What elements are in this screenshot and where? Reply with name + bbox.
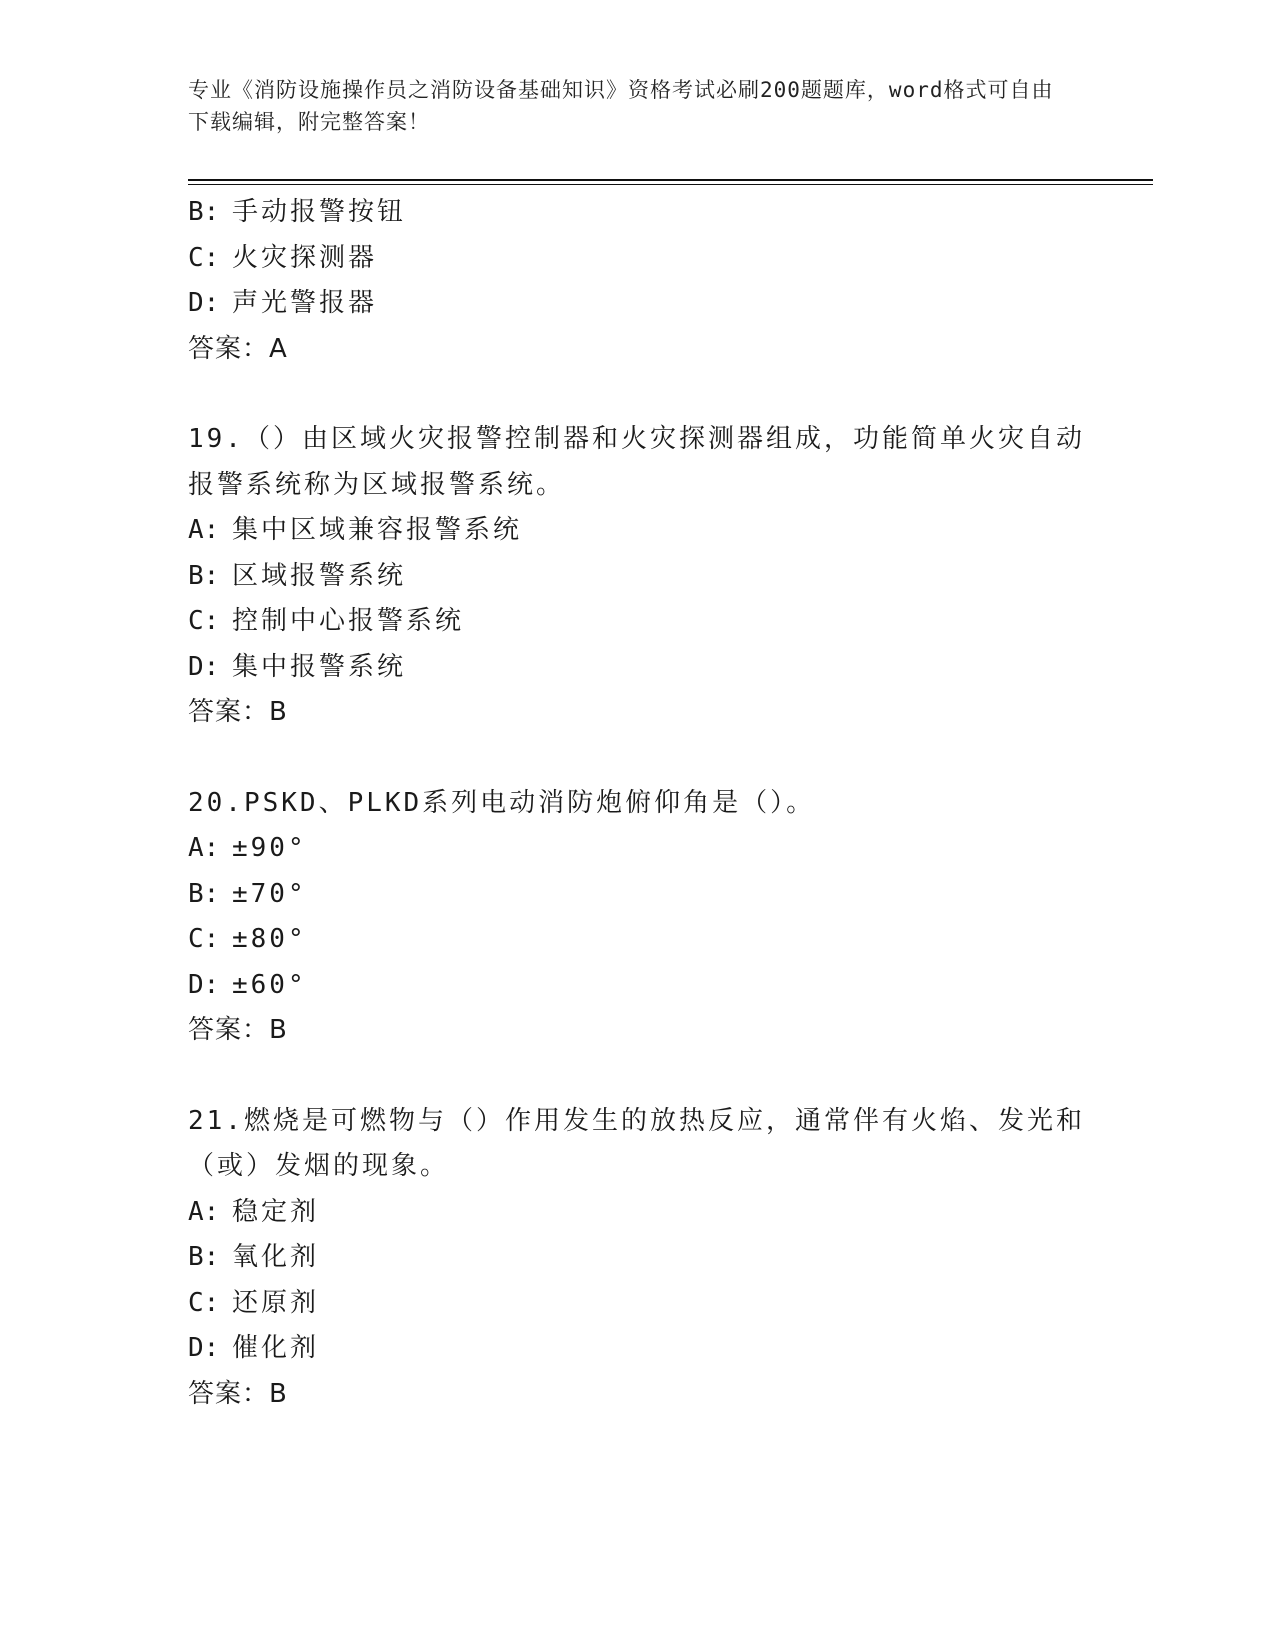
option-key: B: [188,1242,220,1272]
option-text: 集中区域兼容报警系统 [232,515,523,545]
answer-line: 答案：B [188,1378,288,1409]
question-list [188,190,1088,1417]
question-21 [188,1099,1088,1418]
option-key: D: [188,288,220,318]
option-d [188,1326,1088,1372]
option-text: ±70° [232,878,307,909]
option-text: ±90° [232,833,307,863]
option-text: 催化剂 [232,1333,320,1363]
option-key: C: [188,924,220,954]
question-19 [188,417,1088,736]
option-c [188,1281,1088,1327]
option-c [188,599,1088,645]
option-key: D: [188,969,220,1000]
option-text: 区域报警系统 [232,560,407,591]
option-text: 控制中心报警系统 [232,606,465,636]
question-18-fragment [188,190,1088,372]
question-stem-line: 20.PSKD、PLKD系列电动消防炮俯仰角是（）。 [188,787,816,818]
option-text: ±80° [232,924,307,954]
option-text: 还原剂 [232,1287,320,1318]
option-text: ±60° [232,969,307,1000]
answer-line: 答案：A [188,333,288,364]
option-key: A: [188,1196,220,1227]
option-d [188,963,1088,1009]
option-key: B: [188,878,220,909]
option-d [188,645,1088,691]
option-b [188,1235,1088,1281]
option-text: 氧化剂 [232,1242,320,1272]
question-stem-line: 19.（）由区域火灾报警控制器和火灾探测器组成，功能简单火灾自动 [188,424,1085,454]
question-20 [188,781,1088,1054]
option-text: 稳定剂 [232,1196,320,1227]
option-text: 集中报警系统 [232,651,407,682]
option-key: D: [188,1333,220,1363]
option-a [188,826,1088,872]
option-c [188,236,1088,282]
option-b [188,554,1088,600]
answer-line: 答案：B [188,697,288,727]
answer-line: 答案：B [188,1015,288,1045]
option-b [188,190,1088,236]
question-stem-line: （或）发烟的现象。 [188,1151,450,1181]
option-key: B: [188,197,220,227]
option-text: 手动报警按钮 [232,197,407,227]
option-text: 声光警报器 [232,288,378,318]
option-text: 火灾探测器 [232,242,378,273]
option-a [188,508,1088,554]
option-d [188,281,1088,327]
option-key: C: [188,606,220,636]
option-key: A: [188,833,220,863]
option-key: C: [188,1287,220,1318]
option-key: B: [188,560,220,591]
question-stem-line: 报警系统称为区域报警系统。 [188,469,566,500]
page-header: 专业《消防设施操作员之消防设备基础知识》资格考试必刷200题题库，word格式可自由下载编辑，附完整答案！ [188,78,1054,134]
option-key: C: [188,242,220,273]
question-stem-line: 21.燃烧是可燃物与（）作用发生的放热反应，通常伴有火焰、发光和 [188,1105,1085,1136]
option-key: A: [188,515,220,545]
option-a [188,1190,1088,1236]
header-rule-thick [188,179,1153,181]
option-key: D: [188,651,220,682]
option-c [188,917,1088,963]
header-rule-thin [188,184,1153,185]
option-b [188,872,1088,918]
